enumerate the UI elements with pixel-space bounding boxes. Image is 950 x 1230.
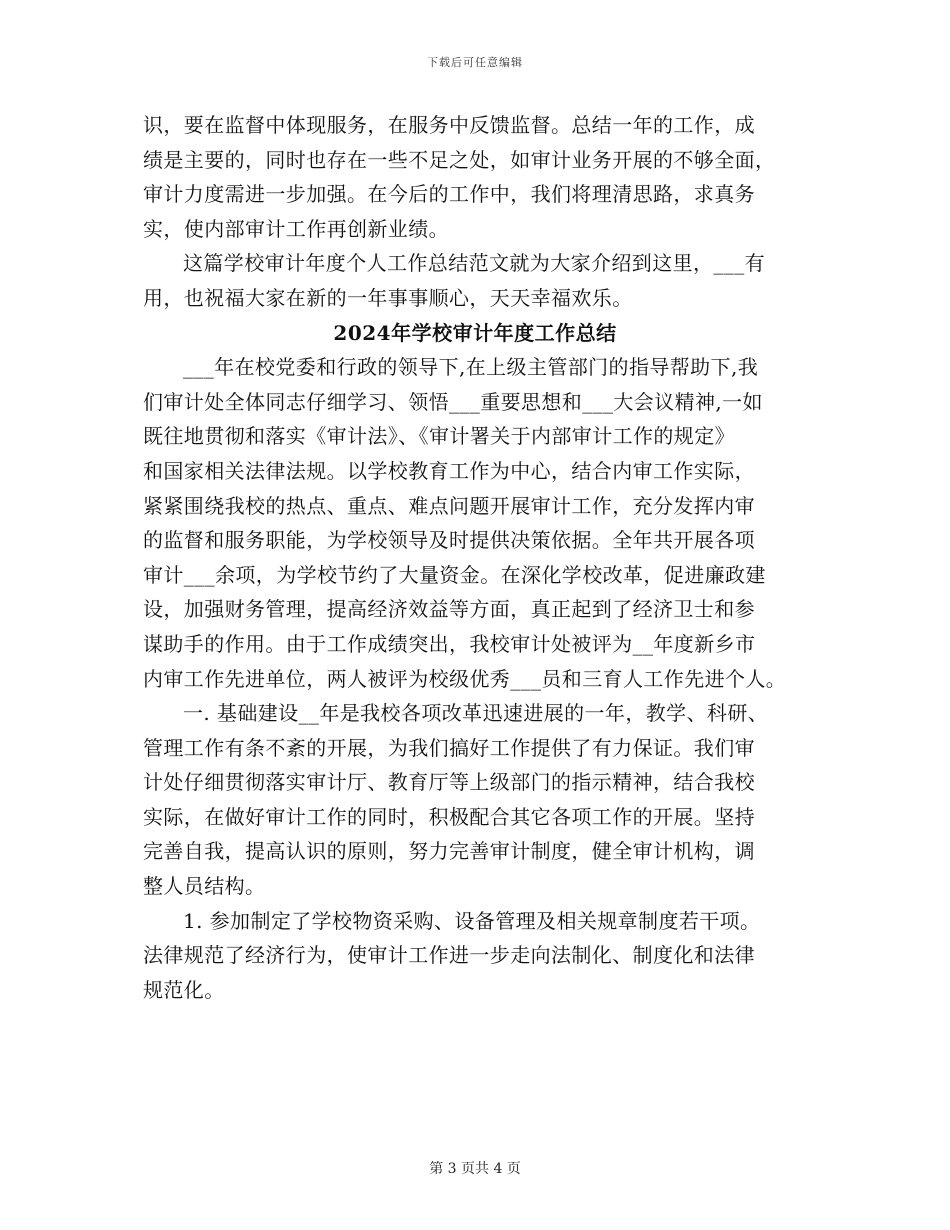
text-line: 计处仔细贯彻落实审计厅、教育厅等上级部门的指示精神，结合我校 bbox=[143, 770, 755, 795]
text-line: 一. 基础建设__年是我校各项改革迅速进展的一年，教学、科研、 bbox=[183, 701, 769, 726]
text-line: 规范化。 bbox=[143, 977, 225, 1002]
text-line: 谋助手的作用。由于工作成绩突出，我校审计处被评为__年度新乡市 bbox=[143, 631, 756, 656]
section-title: 2024年学校审计年度工作总结 bbox=[333, 320, 617, 345]
text-line: 管理工作有条不紊的开展，为我们搞好工作提供了有力保证。我们审 bbox=[143, 735, 755, 760]
page-footer: 第 3 页共 4 页 bbox=[429, 1161, 521, 1177]
text-line: 紧紧围绕我校的热点、重点、难点问题开展审计工作，充分发挥内审 bbox=[143, 493, 755, 518]
text-line: 实，使内部审计工作再创新业绩。 bbox=[143, 216, 449, 241]
text-line: 审计力度需进一步加强。在今后的工作中，我们将理清思路，求真务 bbox=[143, 182, 755, 207]
paragraph-4 bbox=[143, 696, 807, 904]
paragraph-3 bbox=[143, 350, 807, 696]
text-line: 法律规范了经济行为，使审计工作进一步走向法制化、制度化和法律 bbox=[143, 943, 755, 968]
text-line: 的监督和服务职能，为学校领导及时提供决策依据。全年共开展各项 bbox=[143, 528, 755, 553]
text-line: 和国家相关法律法规。以学校教育工作为中心，结合内审工作实际， bbox=[143, 458, 755, 483]
text-line: 1. 参加制定了学校物资采购、设备管理及相关规章制度若干项。 bbox=[183, 908, 761, 933]
page-header: 下载后可任意编辑 bbox=[427, 56, 523, 69]
text-line: 绩是主要的，同时也存在一些不足之处，如审计业务开展的不够全面， bbox=[143, 147, 776, 172]
text-line: 实际，在做好审计工作的同时，积极配合其它各项工作的开展。坚持 bbox=[143, 804, 755, 829]
text-line: 识，要在监督中体现服务，在服务中反馈监督。总结一年的工作，成 bbox=[143, 113, 755, 137]
text-line: 们审计处全体同志仔细学习、领悟___重要思想和___大会议精神,一如 bbox=[143, 389, 763, 414]
document-body bbox=[143, 108, 807, 1007]
text-line: ___年在校党委和行政的领导下,在上级主管部门的指导帮助下,我 bbox=[183, 355, 759, 380]
text-line: 用，也祝福大家在新的一年事事顺心，天天幸福欢乐。 bbox=[143, 285, 633, 310]
text-line: 既往地贯彻和落实《审计法》、《审计署关于内部审计工作的规定》 bbox=[143, 424, 735, 449]
paragraph-1 bbox=[143, 108, 807, 246]
paragraph-2 bbox=[143, 246, 807, 315]
text-line: 整人员结构。 bbox=[143, 874, 266, 899]
text-line: 内审工作先进单位，两人被评为校级优秀___员和三育人工作先进个人。 bbox=[143, 666, 787, 691]
text-line: 完善自我，提高认识的原则，努力完善审计制度，健全审计机构，调 bbox=[143, 839, 755, 864]
paragraph-5 bbox=[143, 904, 807, 1008]
text-line: 审计___余项，为学校节约了大量资金。在深化学校改革，促进廉政建 bbox=[143, 562, 766, 587]
text-line: 这篇学校审计年度个人工作总结范文就为大家介绍到这里，___有 bbox=[183, 251, 765, 276]
text-line: 设，加强财务管理，提高经济效益等方面，真正起到了经济卫士和参 bbox=[143, 597, 755, 622]
